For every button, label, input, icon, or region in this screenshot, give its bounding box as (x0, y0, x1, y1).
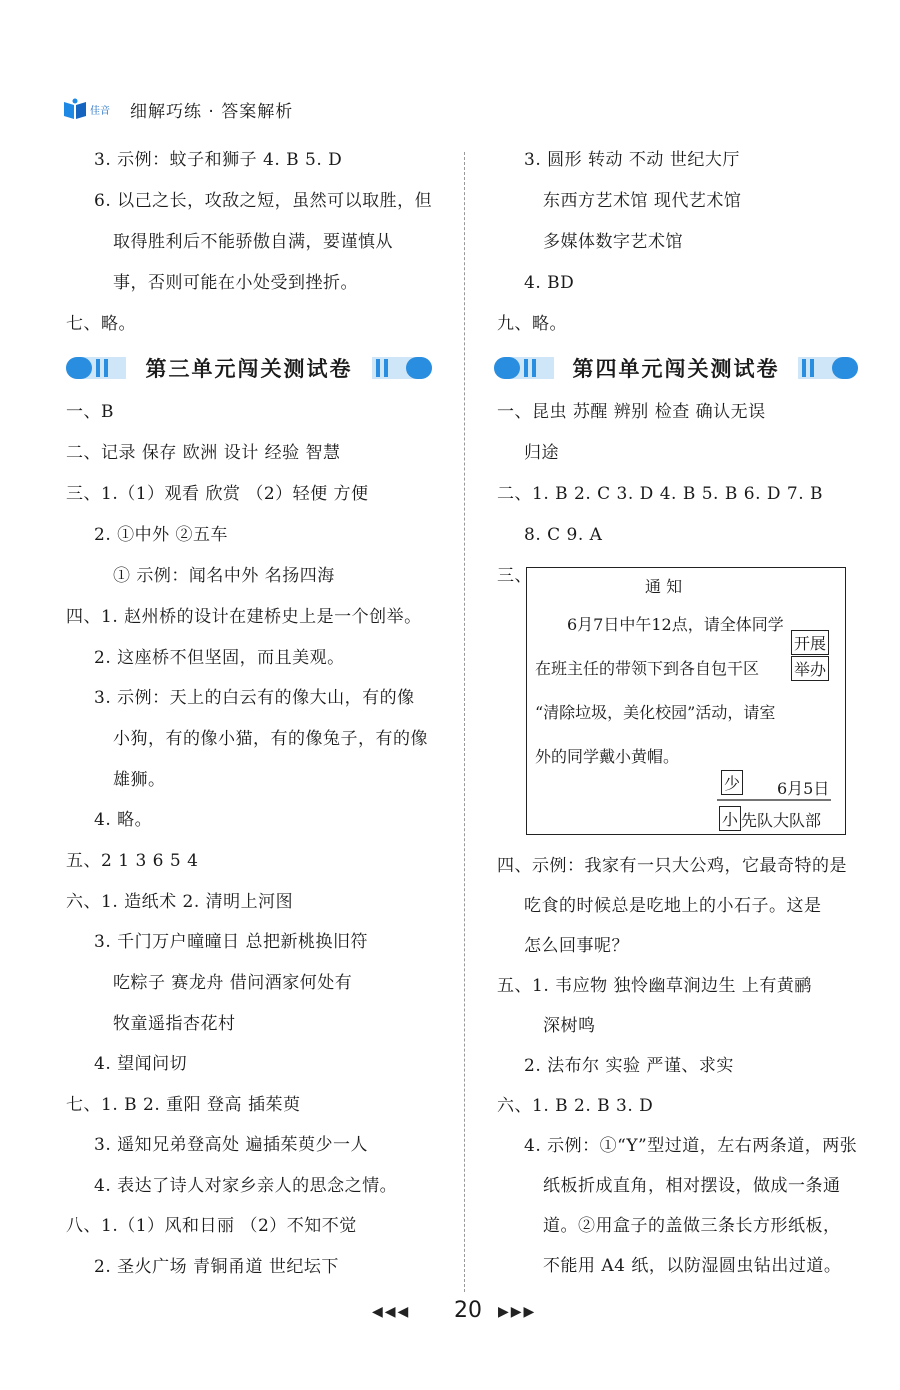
notice-line: “清除垃圾，美化校园”活动，请室 (535, 703, 776, 722)
corrected-word: 举办 (791, 656, 829, 681)
answer-line: 4. 表达了诗人对家乡亲人的思念之情。 (94, 1176, 398, 1196)
notice-box (526, 567, 846, 835)
signature-underline-icon (715, 768, 835, 832)
answer-line: 事，否则可能在小处受到挫折。 (113, 273, 358, 293)
banner-title: 第三单元闯关测试卷 (145, 356, 353, 381)
answer-line: 七、略。 (66, 314, 136, 334)
answer-line: 小狗，有的像小猫，有的像兔子，有的像 (113, 729, 428, 749)
page-number: 20 (454, 1298, 482, 1323)
answer-line: 8. C 9. A (524, 525, 603, 545)
answer-line: 取得胜利后不能骄傲自满，要谨慎从 (113, 232, 393, 252)
answer-line: 二、记录 保存 欧洲 设计 经验 智慧 (66, 443, 341, 463)
answer-line: 八、1.（1）风和日丽 （2）不知不觉 (66, 1216, 357, 1236)
answer-line: ① 示例：闻名中外 名扬四海 (113, 566, 335, 586)
brand-name: 佳音 (90, 105, 110, 117)
answer-line: 四、示例：我家有一只大公鸡，它最奇特的是 (497, 856, 847, 876)
answer-line: 三、1.（1）观看 欣赏 （2）轻便 方便 (66, 484, 369, 504)
answer-line: 一、B (66, 402, 114, 422)
answer-line: 2. 圣火广场 青铜甬道 世纪坛下 (94, 1257, 339, 1277)
answer-line: 东西方艺术馆 现代艺术馆 (543, 191, 742, 211)
answer-line: 4. 望闻问切 (94, 1054, 188, 1074)
answer-line: 2. 这座桥不但坚固，而且美观。 (94, 648, 345, 668)
answer-line: 三、 (497, 566, 532, 586)
answer-line: 吃粽子 赛龙舟 借问酒家何处有 (113, 973, 353, 993)
unit-banner (66, 353, 432, 383)
notice-line: 在班主任的带领下到各自包干区 (535, 659, 760, 678)
answer-line: 六、1. 造纸术 2. 清明上河图 (66, 892, 294, 912)
answer-line: 3. 圆形 转动 不动 世纪大厅 (524, 150, 740, 170)
answer-line: 2. 法布尔 实验 严谨、求实 (524, 1056, 734, 1076)
answer-line: 五、2 1 3 6 5 4 (66, 851, 199, 871)
banner-title: 第四单元闯关测试卷 (572, 356, 780, 381)
answer-line: 6. 以己之长，攻敌之短，虽然可以取胜，但 (94, 191, 433, 211)
corrected-word: 小 (719, 806, 741, 831)
answer-line: 3. 示例：蚊子和狮子 4. B 5. D (94, 150, 343, 170)
book-logo-icon (62, 96, 122, 122)
correction-insert: 少 (721, 770, 743, 795)
notice-line: 6月7日中午12点，请全体同学 (567, 615, 784, 634)
answer-line: 4. 示例：①“Y”型过道，左右两条道，两张 (524, 1136, 858, 1156)
answer-line: 不能用 A4 纸，以防湿圆虫钻出过道。 (543, 1256, 842, 1276)
answer-line: 3. 示例：天上的白云有的像大山，有的像 (94, 688, 415, 708)
answer-line: 4. 略。 (94, 810, 153, 830)
header-title: 细解巧练 · 答案解析 (130, 101, 294, 122)
answer-line: 2. ①中外 ②五车 (94, 525, 229, 545)
notice-line: 外的同学戴小黄帽。 (535, 747, 680, 766)
answer-line: 纸板折成直角，相对摆设，做成一条通 (543, 1176, 841, 1196)
answer-line: 六、1. B 2. B 3. D (497, 1096, 654, 1116)
notice-date: 6月5日 (777, 779, 830, 798)
answer-line: 怎么回事呢？ (524, 936, 629, 956)
next-arrows-icon: ▶▶▶ (498, 1304, 537, 1320)
answer-line: 4. BD (524, 273, 575, 293)
answer-line: 七、1. B 2. 重阳 登高 插茱萸 (66, 1095, 301, 1115)
page-header (62, 96, 293, 122)
answer-line: 吃食的时候总是吃地上的小石子。这是 (524, 896, 822, 916)
answer-line: 归途 (524, 443, 559, 463)
answer-line: 一、昆虫 苏醒 辨别 检查 确认无误 (497, 402, 766, 422)
notice-title: 通 知 (645, 577, 683, 596)
unit-banner (494, 353, 858, 383)
answer-line: 雄狮。 (113, 770, 166, 790)
answer-line: 九、略。 (497, 314, 567, 334)
answer-line: 二、1. B 2. C 3. D 4. B 5. B 6. D 7. B (497, 484, 824, 504)
prev-arrows-icon: ◀◀◀ (372, 1304, 411, 1320)
answer-line: 3. 遥知兄弟登高处 遍插茱萸少一人 (94, 1135, 369, 1155)
answer-line: 多媒体数字艺术馆 (543, 232, 683, 252)
answer-line: 道。②用盒子的盖做三条长方形纸板， (543, 1216, 841, 1236)
notice-signature: 先队大队部 (741, 811, 822, 830)
answer-line: 深树鸣 (543, 1016, 596, 1036)
column-divider (464, 152, 465, 1292)
correction-insert: 开展 (791, 630, 829, 655)
answer-line: 3. 千门万户曈曈日 总把新桃换旧符 (94, 932, 369, 952)
answer-line: 牧童遥指杏花村 (113, 1014, 236, 1034)
answer-line: 四、1. 赵州桥的设计在建桥史上是一个创举。 (66, 607, 422, 627)
answer-line: 五、1. 韦应物 独怜幽草涧边生 上有黄鹂 (497, 976, 812, 996)
